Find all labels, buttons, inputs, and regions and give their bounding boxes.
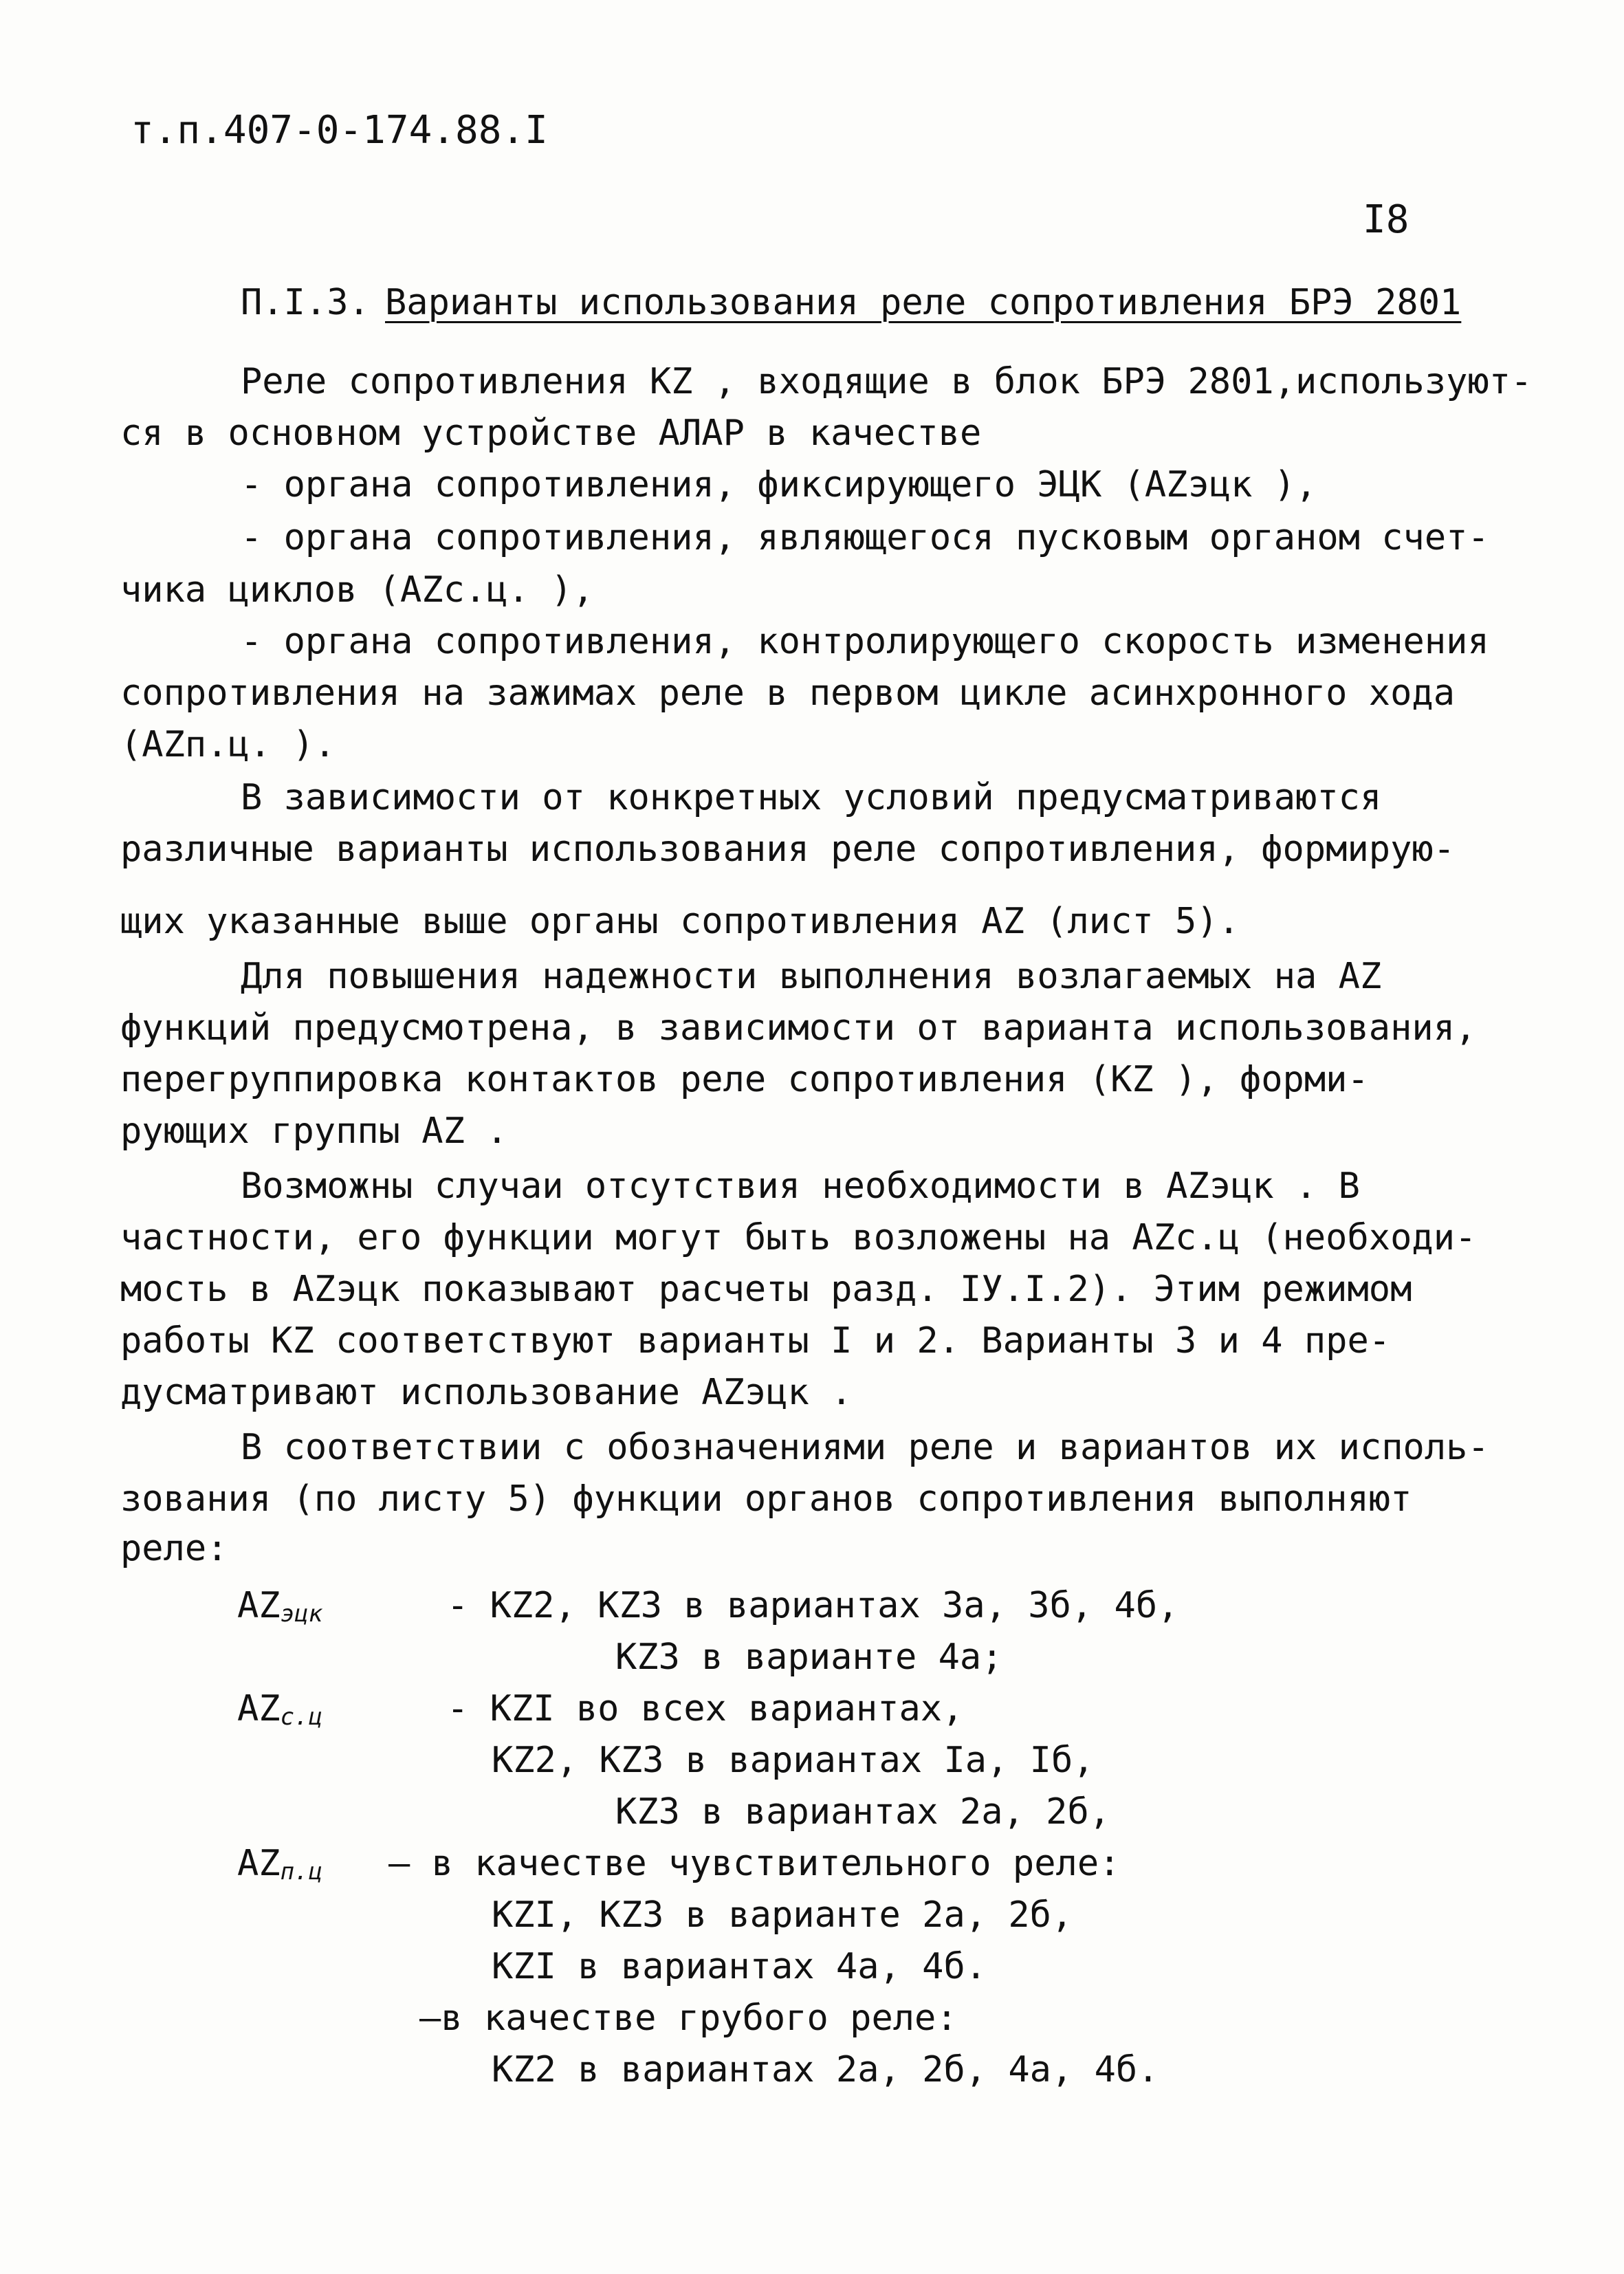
body-line: (AZп.ц. ). xyxy=(120,724,336,765)
body-line: Возможны случаи отсутствия необходимости в AZэцк . В xyxy=(241,1166,1360,1207)
body-line: сопротивления на зажимах реле в первом цикле асинхронного хода xyxy=(120,673,1456,714)
page-number: I8 xyxy=(1363,197,1409,242)
body-line: рующих группы AZ . xyxy=(120,1111,508,1152)
symbol-az-sc: $AZ_{с.ц}$ xyxy=(237,1688,323,1731)
assignment-row: KZ3 в вариантах 2а, 2б, xyxy=(615,1791,1111,1833)
section-number: П.I.3. xyxy=(241,282,370,323)
assignment-row: KZ3 в варианте 4а; xyxy=(615,1637,1003,1678)
assignment-row: KZ2 в вариантах 2а, 2б, 4а, 4б. xyxy=(492,2049,1159,2090)
body-line: мость в AZэцк показывают расчеты разд. IУ.I.2). Этим режимом xyxy=(120,1269,1412,1310)
body-line: - органа сопротивления, фиксирующего ЭЦК (AZэцк ), xyxy=(241,464,1317,505)
body-line: зования (по листу 5) функции органов сопротивления выполняют xyxy=(120,1478,1412,1520)
body-line: Реле сопротивления KZ , входящие в блок БРЭ 2801,используют- xyxy=(241,361,1533,402)
assignment-row: — в качестве чувствительного реле: xyxy=(388,1843,1121,1884)
assignment-row: —в качестве грубого реле: xyxy=(419,1998,958,2039)
body-line: функций предусмотрена, в зависимости от варианта использования, xyxy=(120,1007,1477,1049)
body-line: ся в основном устройстве АЛАР в качестве xyxy=(120,413,982,454)
body-line: щих указанные выше органы сопротивления AZ (лист 5). xyxy=(120,901,1240,942)
body-line: В зависимости от конкретных условий предусматриваются xyxy=(241,777,1382,818)
body-line: Для повышения надежности выполнения возлагаемых на AZ xyxy=(241,956,1382,997)
body-line: чика циклов (AZс.ц. ), xyxy=(120,569,594,611)
body-line: частности, его функции могут быть возложены на AZс.ц (необходи- xyxy=(120,1217,1477,1258)
symbol-az-ecc: $AZ_{эцк}$ xyxy=(237,1585,323,1628)
assignment-row: - KZI во всех вариантах, xyxy=(447,1688,964,1729)
body-line: - органа сопротивления, контролирующего скорость изменения xyxy=(241,621,1489,662)
symbol-az-pc: $AZ_{п.ц}$ xyxy=(237,1843,323,1885)
document-code: т.п.407-0-174.88.I xyxy=(131,108,548,153)
body-line: В соответствии с обозначениями реле и вариантов их исполь- xyxy=(241,1427,1489,1468)
body-line: различные варианты использования реле сопротивления, формирую- xyxy=(120,829,1456,870)
assignment-row: KZ2, KZ3 в вариантах Iа, Iб, xyxy=(492,1740,1095,1781)
body-line: дусматривают использование AZэцк . xyxy=(120,1372,853,1413)
body-line: реле: xyxy=(120,1528,228,1569)
body-line: - органа сопротивления, являющегося пусковым органом счет- xyxy=(241,517,1489,558)
assignment-row: KZI в вариантах 4а, 4б. xyxy=(492,1946,987,1987)
body-line: перегруппировка контактов реле сопротивления (KZ ), форми- xyxy=(120,1059,1369,1100)
assignment-row: KZI, KZ3 в варианте 2а, 2б, xyxy=(492,1894,1073,1936)
assignment-row: - KZ2, KZ3 в вариантах 3а, 3б, 4б, xyxy=(447,1585,1179,1626)
body-line: работы KZ соответствуют варианты I и 2. Варианты 3 и 4 пре- xyxy=(120,1320,1391,1362)
section-title: Варианты использования реле сопротивления БРЭ 2801 xyxy=(385,282,1462,323)
